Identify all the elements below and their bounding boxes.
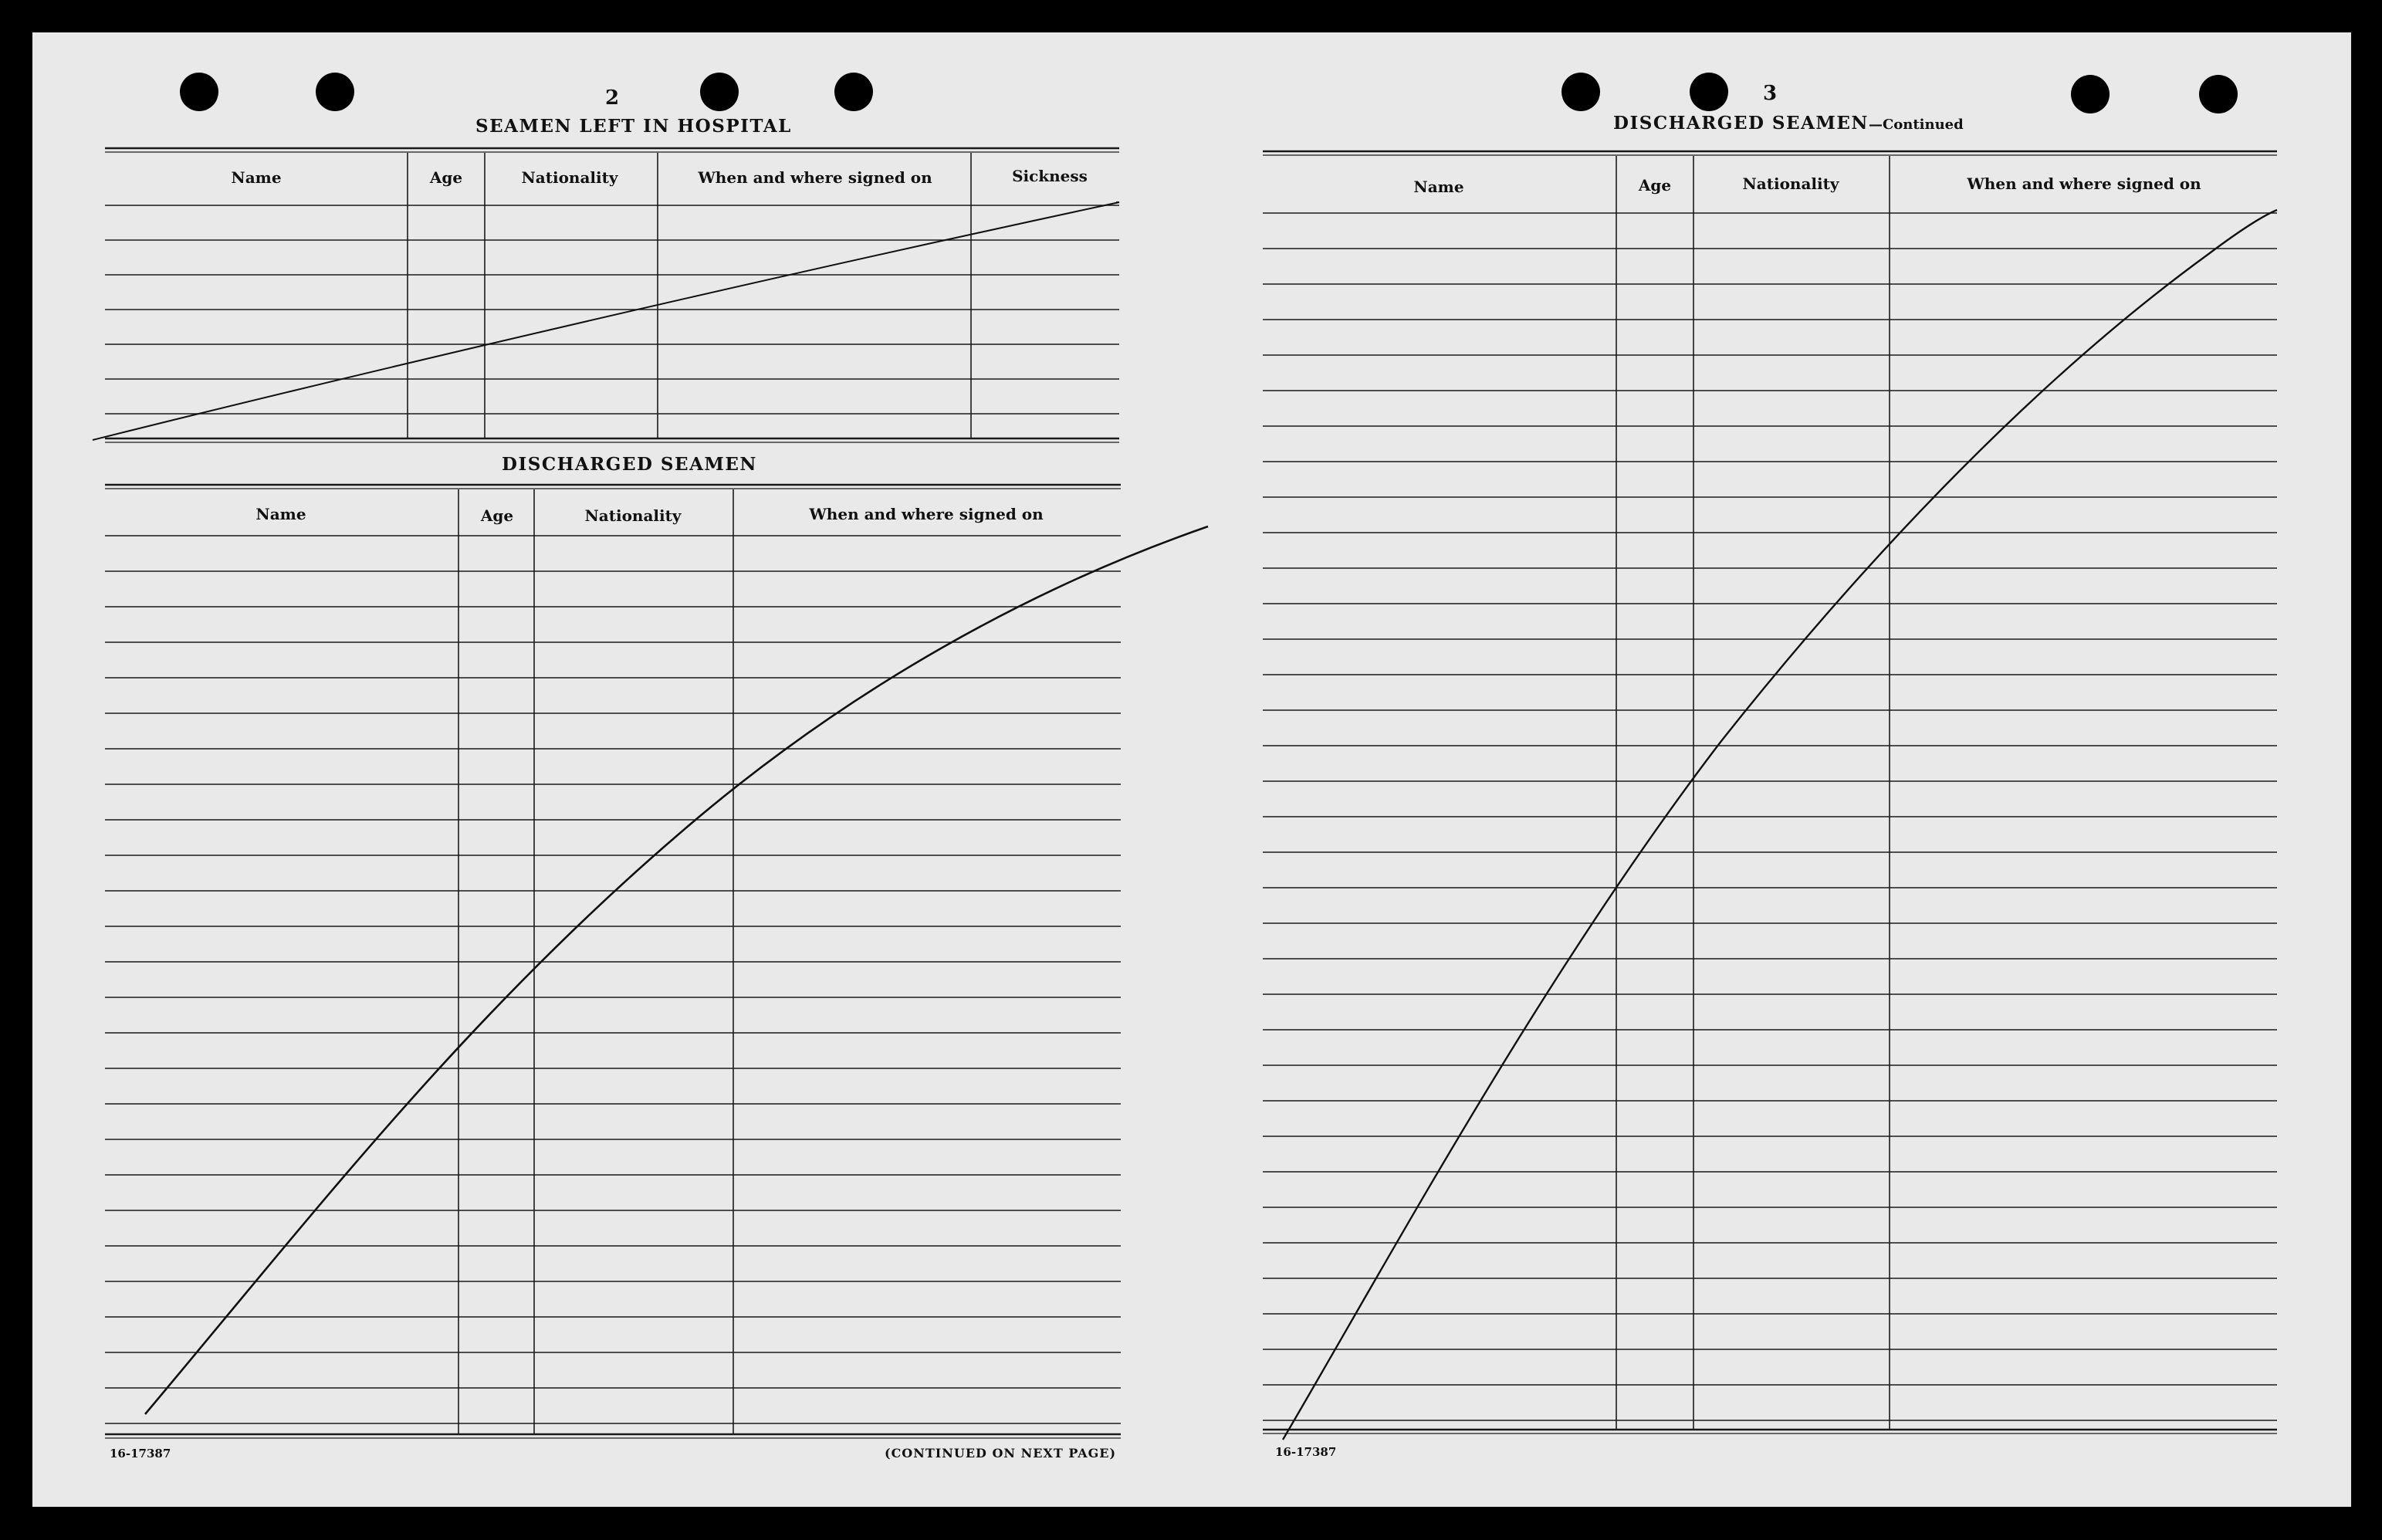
column-header-age: Age [429, 168, 463, 187]
binder-hole [2071, 75, 2110, 113]
page-number-right: 3 [1763, 82, 1778, 105]
binder-hole [700, 73, 739, 111]
column-header-name: Name [1413, 178, 1464, 196]
binder-hole [834, 73, 873, 111]
section-title-hospital: SEAMEN LEFT IN HOSPITAL [475, 116, 792, 137]
column-header-name: Name [255, 505, 306, 523]
form-number-right: 16-17387 [1275, 1445, 1337, 1459]
page-number-left: 2 [605, 86, 620, 110]
column-header-signed-on: When and where signed on [809, 505, 1044, 523]
column-header-sickness: Sickness [1012, 167, 1088, 185]
column-header-age: Age [480, 506, 514, 525]
continued-note: (CONTINUED ON NEXT PAGE) [885, 1446, 1117, 1460]
binder-hole [1690, 73, 1728, 111]
column-header-name: Name [231, 168, 282, 187]
column-header-nationality: Nationality [1742, 174, 1839, 193]
section-title-suffix: —Continued [1868, 117, 1964, 133]
form-number-left: 16-17387 [110, 1447, 171, 1460]
column-header-nationality: Nationality [584, 506, 682, 525]
column-header-age: Age [1638, 176, 1672, 195]
section-title-main: DISCHARGED SEAMEN [1613, 113, 1869, 134]
binder-hole [316, 73, 354, 111]
column-header-signed-on: When and where signed on [1967, 174, 2201, 193]
column-header-signed-on: When and where signed on [698, 168, 932, 187]
section-title-discharged-continued [1613, 113, 1964, 134]
binder-hole [2199, 75, 2238, 113]
paper-sheet [32, 32, 2351, 1507]
column-header-nationality: Nationality [521, 168, 618, 187]
binder-hole [1561, 73, 1600, 111]
binder-hole [180, 73, 218, 111]
section-title-discharged: DISCHARGED SEAMEN [502, 454, 757, 475]
